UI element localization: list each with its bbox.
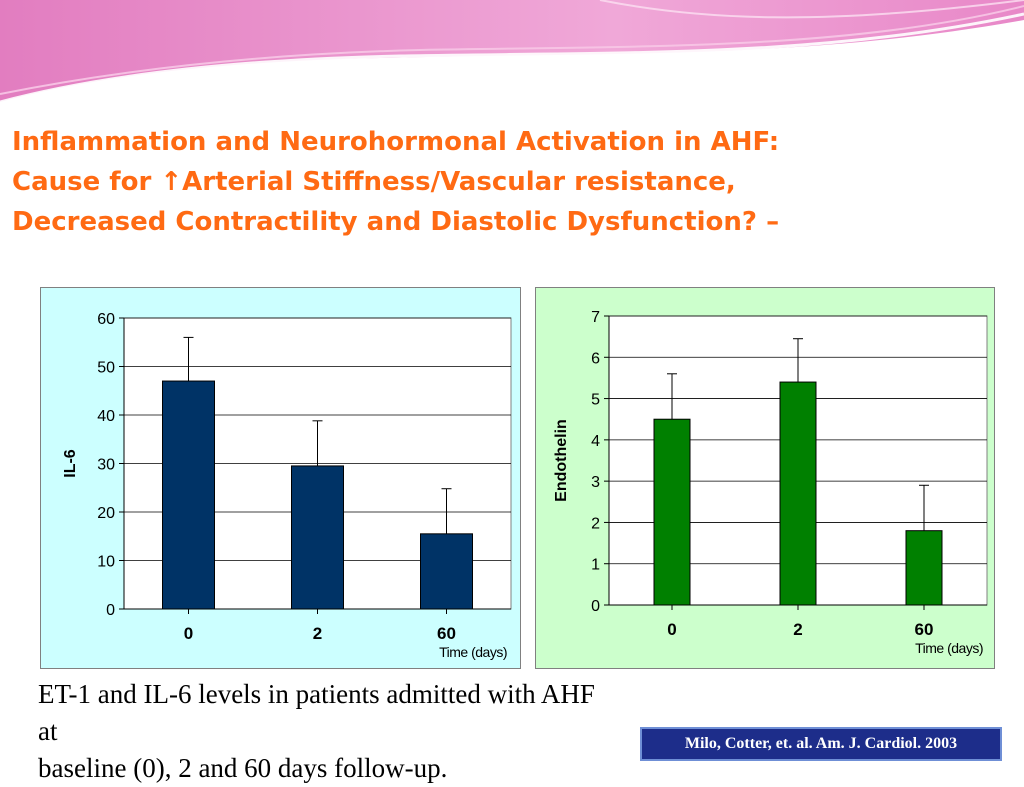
caption: [38, 676, 618, 787]
il6-chart-svg: [41, 288, 520, 668]
x-tick-label: 60: [437, 624, 456, 643]
y-tick-label: 2: [591, 515, 600, 533]
y-tick-label: 10: [97, 553, 115, 571]
bar-60: [421, 534, 473, 609]
y-tick-label: 40: [97, 408, 115, 425]
caption-line-1: ET-1 and IL-6 levels in patients admitted with AHF at: [38, 679, 595, 746]
title-line-2: Cause for ↑Arterial Stiffness/Vascular resistance,: [12, 167, 736, 197]
slide-title: [12, 122, 1012, 242]
x-tick-label: 2: [793, 620, 803, 639]
bar-0: [163, 381, 215, 609]
y-tick-label: 7: [591, 309, 600, 326]
title-line-1: Inflammation and Neurohormonal Activation in AHF:: [12, 127, 780, 157]
caption-line-2: baseline (0), 2 and 60 days follow-up.: [38, 753, 448, 783]
y-tick-label: 3: [591, 474, 600, 492]
title-line-3: Decreased Contractility and Diastolic Dysfunction? –: [12, 207, 780, 237]
bar-60: [906, 531, 942, 605]
x-tick-label: 2: [312, 624, 323, 643]
citation-box: Milo, Cotter, et. al. Am. J. Cardiol. 2003: [640, 727, 1002, 761]
bar-2: [292, 466, 344, 609]
x-axis-label: Time (days): [439, 644, 507, 660]
y-tick-label: 1: [591, 556, 600, 574]
x-axis-label: Time (days): [915, 640, 983, 656]
x-tick-label: 60: [914, 620, 934, 639]
y-tick-label: 0: [591, 598, 600, 615]
y-axis-label: Endothelin: [553, 419, 570, 502]
y-axis-label: IL-6: [62, 449, 79, 478]
y-tick-label: 60: [97, 311, 115, 328]
y-tick-label: 6: [591, 350, 600, 368]
y-tick-label: 20: [97, 505, 115, 522]
il6-chart: [40, 287, 521, 669]
y-tick-label: 5: [591, 391, 600, 409]
x-tick-label: 0: [667, 620, 677, 639]
bar-0: [654, 419, 690, 605]
y-tick-label: 0: [106, 602, 115, 619]
endothelin-chart: [535, 287, 995, 669]
y-tick-label: 50: [97, 359, 115, 377]
decorative-banner: [0, 0, 1024, 110]
endothelin-chart-svg: [536, 288, 994, 668]
y-tick-label: 4: [591, 432, 600, 450]
y-tick-label: 30: [97, 456, 115, 474]
x-tick-label: 0: [183, 624, 194, 643]
bar-2: [780, 382, 816, 605]
